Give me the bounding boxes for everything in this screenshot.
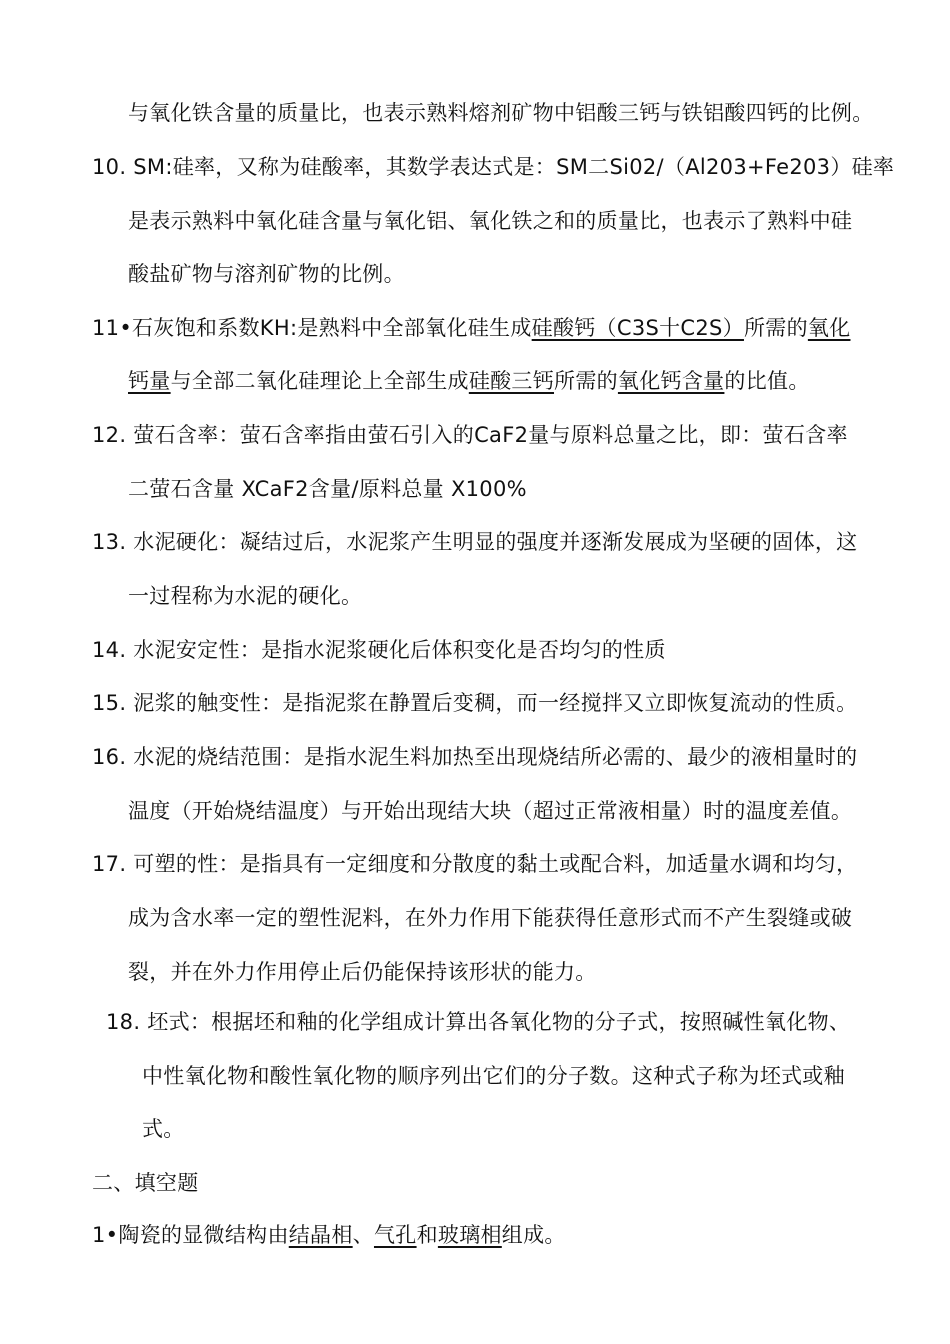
text-segment: 1•陶瓷的显微结构由 — [92, 1223, 289, 1247]
text-segment: 、 — [352, 1223, 374, 1247]
underlined-term: 氧化 — [807, 316, 851, 340]
underlined-term: 硅酸三钙 — [468, 369, 555, 393]
text-line: 二萤石含量 XCaF2含量/原料总量 X100% — [128, 477, 527, 501]
text-line: 成为含水率一定的塑性泥料，在外力作用下能获得任意形式而不产生裂缝或破 — [128, 906, 853, 930]
item-15-line: 15. 泥浆的触变性：是指泥浆在静置后变稠，而一经搅拌又立即恢复流动的性质。 — [92, 691, 858, 715]
text-segment: 的比值。 — [724, 369, 810, 393]
text-line: 一过程称为水泥的硬化。 — [128, 584, 363, 608]
text-segment: 组成。 — [501, 1223, 566, 1247]
item-16-line: 16. 水泥的烧结范围：是指水泥生料加热至出现烧结所必需的、最少的液相量时的 — [92, 745, 858, 769]
item-12-line: 12. 萤石含率：萤石含率指由萤石引入的CaF2量与原料总量之比，即：萤石含率 — [92, 423, 848, 447]
section-heading: 二、填空题 — [92, 1171, 199, 1195]
text-segment: 和 — [416, 1223, 438, 1247]
underlined-term: 玻璃相 — [437, 1223, 502, 1247]
underlined-term: 硅酸钙（C3S十C2S） — [531, 316, 744, 340]
item-11-line — [92, 314, 850, 342]
text-line — [128, 367, 810, 395]
text-line: 酸盐矿物与溶剂矿物的比例。 — [128, 262, 405, 286]
text-segment: 与全部二氧化硅理论上全部生成 — [170, 369, 469, 393]
text-line: 式。 — [142, 1117, 185, 1141]
text-line: 裂，并在外力作用停止后仍能保持该形状的能力。 — [128, 960, 597, 984]
underlined-term: 气孔 — [373, 1223, 417, 1247]
fill-item-1-line — [92, 1221, 566, 1249]
text-line: 中性氧化物和酸性氧化物的顺序列出它们的分子数。这种式子称为坯式或釉 — [142, 1064, 845, 1088]
text-segment: 所需的 — [743, 316, 808, 340]
underlined-term: 结晶相 — [288, 1223, 353, 1247]
text-line: 是表示熟料中氧化硅含量与氧化铝、氧化铁之和的质量比，也表示了熟料中硅 — [128, 209, 853, 233]
text-line: 与氧化铁含量的质量比，也表示熟料熔剂矿物中铝酸三钙与铁铝酸四钙的比例。 — [128, 101, 874, 125]
item-17-line: 17. 可塑的性：是指具有一定细度和分散度的黏土或配合料，加适量水调和均匀， — [92, 852, 858, 876]
item-14-line: 14. 水泥安定性：是指水泥浆硬化后体积变化是否均匀的性质 — [92, 638, 666, 662]
text-line: 温度（开始烧结温度）与开始出现结大块（超过正常液相量）时的温度差值。 — [128, 799, 853, 823]
text-segment: 11•石灰饱和系数KH:是熟料中全部氧化硅生成 — [92, 316, 532, 340]
item-13-line: 13. 水泥硬化：凝结过后，水泥浆产生明显的强度并逐渐发展成为坚硬的固体，这 — [92, 530, 858, 554]
underlined-term: 钙量 — [128, 369, 171, 393]
item-18-line: 18. 坯式：根据坯和釉的化学组成计算出各氧化物的分子式，按照碱性氧化物、 — [106, 1010, 851, 1034]
item-10-line: 10. SM:硅率，又称为硅酸率，其数学表达式是：SM二Si02/（Al203+Fe203）硅率 — [92, 155, 895, 179]
text-segment: 所需的 — [554, 369, 618, 393]
underlined-term: 氧化钙含量 — [617, 369, 725, 393]
